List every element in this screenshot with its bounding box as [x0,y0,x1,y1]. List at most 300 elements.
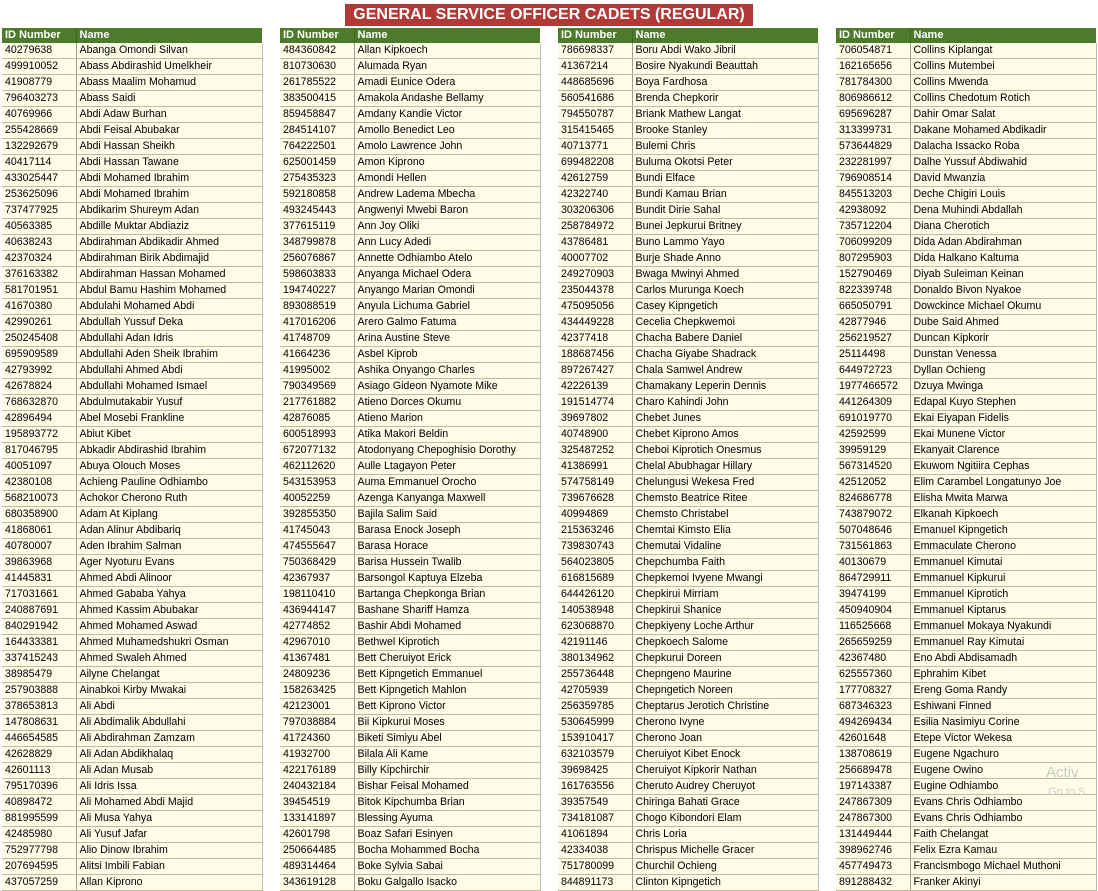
name-cell: Cherono Ivyne [632,715,818,731]
table-row [836,875,1096,891]
id-number-cell: 790349569 [280,379,354,395]
table-row [558,139,818,155]
name-cell: Abdullahi Mohamed Ismael [76,379,262,395]
table-row [836,475,1096,491]
id-number-cell: 158263425 [280,683,354,699]
table-row [836,171,1096,187]
name-cell: Ager Nyoturu Evans [76,555,262,571]
table-row [558,43,818,59]
id-number-cell: 737477925 [2,203,76,219]
table-row [2,315,262,331]
id-number-cell: 42612759 [558,171,632,187]
table-row [280,875,540,891]
id-number-cell: 1977466572 [836,379,910,395]
table-row [280,123,540,139]
id-number-cell: 207694595 [2,859,76,875]
name-cell: Felix Ezra Kamau [910,843,1096,859]
table-row [836,315,1096,331]
name-cell: Ali Adan Abdikhalaq [76,747,262,763]
name-cell: Abdi Mohamed Ibrahim [76,171,262,187]
id-number-cell: 25114498 [836,347,910,363]
cadet-table-column-3 [558,28,819,891]
name-cell: Chrispus Michelle Gracer [632,843,818,859]
name-cell: Biketi Simiyu Abel [354,731,540,747]
id-number-cell: 507048646 [836,523,910,539]
id-number-cell: 592180858 [280,187,354,203]
name-cell: Abdulahi Mohamed Abdi [76,299,262,315]
table-row [2,619,262,635]
table-row [280,331,540,347]
id-number-cell: 247867309 [836,795,910,811]
name-cell: Adam At Kiplang [76,507,262,523]
id-number-cell: 39357549 [558,795,632,811]
id-number-cell: 845513203 [836,187,910,203]
id-number-cell: 40780007 [2,539,76,555]
table-row [836,267,1096,283]
id-number-cell: 735712204 [836,219,910,235]
name-cell: Diana Cherotich [910,219,1096,235]
name-cell: Abass Saidi [76,91,262,107]
id-number-cell: 41748709 [280,331,354,347]
name-cell: Ekanyait Clarence [910,443,1096,459]
table-row [836,299,1096,315]
id-number-cell: 40007702 [558,251,632,267]
name-cell: Ali Adan Musab [76,763,262,779]
id-number-cell: 42938092 [836,203,910,219]
table-row [836,379,1096,395]
name-cell: Dube Said Ahmed [910,315,1096,331]
id-number-cell: 41367214 [558,59,632,75]
id-number-cell: 422176189 [280,763,354,779]
name-cell: Emmanuel Mokaya Nyakundi [910,619,1096,635]
id-number-cell: 446654585 [2,731,76,747]
name-cell: Anyango Marian Omondi [354,283,540,299]
id-number-cell: 739830743 [558,539,632,555]
table-row [280,139,540,155]
table-row [836,443,1096,459]
name-cell: Ali Abdirahman Zamzam [76,731,262,747]
id-number-cell: 42380108 [2,475,76,491]
table-row [558,763,818,779]
name-cell: Ali Idris Issa [76,779,262,795]
table-row [2,283,262,299]
activation-watermark-sub: Go to S [1048,786,1086,798]
id-number-header: ID Number [558,28,632,43]
table-row [836,155,1096,171]
id-number-cell: 249270903 [558,267,632,283]
name-cell: Bishar Feisal Mohamed [354,779,540,795]
id-number-cell: 625557360 [836,667,910,683]
id-number-cell: 275435323 [280,171,354,187]
table-row [836,587,1096,603]
table-row [2,539,262,555]
name-cell: Francismbogo Michael Muthoni [910,859,1096,875]
table-row [280,459,540,475]
table-row [558,795,818,811]
name-cell: Bundi Kamau Brian [632,187,818,203]
table-row [836,59,1096,75]
table-row [2,443,262,459]
id-number-cell: 41724360 [280,731,354,747]
table-row [836,427,1096,443]
table-row [280,219,540,235]
table-row [280,299,540,315]
name-cell: Arero Galmo Fatuma [354,315,540,331]
table-row [836,459,1096,475]
id-number-cell: 573644829 [836,139,910,155]
name-cell: Abdille Muktar Abdiaziz [76,219,262,235]
table-row [280,539,540,555]
name-cell: Chris Loria [632,827,818,843]
id-number-cell: 42678824 [2,379,76,395]
table-row [558,859,818,875]
name-cell: Abdullahi Adan Idris [76,331,262,347]
id-number-cell: 38985479 [2,667,76,683]
table-row [558,811,818,827]
id-number-cell: 39863968 [2,555,76,571]
table-row [836,715,1096,731]
id-number-cell: 706054871 [836,43,910,59]
name-cell: Cheptarus Jerotich Christine [632,699,818,715]
name-cell: Chepngeno Maurine [632,667,818,683]
name-cell: Chemsto Beatrice Ritee [632,491,818,507]
name-cell: Dyllan Ochieng [910,363,1096,379]
name-cell: Atika Makori Beldin [354,427,540,443]
name-cell: Cheruiyot Kibet Enock [632,747,818,763]
name-cell: Abdi Feisal Abubakar [76,123,262,139]
name-cell: Chelungusi Wekesa Fred [632,475,818,491]
name-cell: Bartanga Chepkonga Brian [354,587,540,603]
id-number-cell: 162165656 [836,59,910,75]
name-cell: Ahmed Gababa Yahya [76,587,262,603]
id-number-cell: 822339748 [836,283,910,299]
table-row [280,171,540,187]
table-row [2,571,262,587]
name-cell: Barasa Horace [354,539,540,555]
table-row [280,635,540,651]
name-cell: Adan Alinur Abdibariq [76,523,262,539]
table-row [2,171,262,187]
name-cell: Abuya Olouch Moses [76,459,262,475]
table-row [280,603,540,619]
name-cell: Bett Cheruiyot Erick [354,651,540,667]
id-number-cell: 796403273 [2,91,76,107]
name-cell: Abdikarim Shureym Adan [76,203,262,219]
id-number-cell: 348799878 [280,235,354,251]
name-cell: Duncan Kipkorir [910,331,1096,347]
table-row [2,59,262,75]
table-row [2,683,262,699]
table-row [280,411,540,427]
id-number-cell: 140538948 [558,603,632,619]
name-cell: Dida Adan Abdirahman [910,235,1096,251]
name-cell: Chepkirui Shanice [632,603,818,619]
id-number-cell: 258784972 [558,219,632,235]
table-row [2,875,262,891]
name-cell: Chemtai Kimsto Elia [632,523,818,539]
name-cell: Boya Fardhosa [632,75,818,91]
table-row [280,779,540,795]
id-number-cell: 132292679 [2,139,76,155]
table-row [558,539,818,555]
id-number-cell: 42793992 [2,363,76,379]
id-number-cell: 303206306 [558,203,632,219]
title-banner [0,4,1098,26]
id-number-cell: 315415465 [558,123,632,139]
name-cell: Bett Kipngetich Emmanuel [354,667,540,683]
name-cell: Ann Joy Oliki [354,219,540,235]
id-number-cell: 417016206 [280,315,354,331]
id-number-cell: 284514107 [280,123,354,139]
name-cell: Chelal Abubhagar Hillary [632,459,818,475]
id-number-cell: 42377418 [558,331,632,347]
id-number-cell: 152790469 [836,267,910,283]
name-cell: Barasa Enock Joseph [354,523,540,539]
id-number-cell: 42322740 [558,187,632,203]
name-cell: Evans Chris Odhiambo [910,811,1096,827]
table-row [558,603,818,619]
table-row [280,107,540,123]
id-number-header: ID Number [836,28,910,43]
id-number-cell: 448685696 [558,75,632,91]
table-row [558,123,818,139]
table-row [836,603,1096,619]
name-cell: Angwenyi Mwebi Baron [354,203,540,219]
name-cell: Abdirahman Hassan Mohamed [76,267,262,283]
id-number-cell: 215363246 [558,523,632,539]
table-row [280,651,540,667]
table-row [2,139,262,155]
id-number-cell: 250664485 [280,843,354,859]
table-row [558,395,818,411]
id-number-cell: 42896494 [2,411,76,427]
table-row [558,699,818,715]
table-row [2,107,262,123]
table-row [836,347,1096,363]
id-number-cell: 560541686 [558,91,632,107]
id-number-cell: 731561863 [836,539,910,555]
id-number-cell: 40563385 [2,219,76,235]
table-row [558,203,818,219]
name-cell: Chepngetich Noreen [632,683,818,699]
table-row [2,603,262,619]
table-row [2,587,262,603]
name-header: Name [354,28,540,43]
name-cell: Dowckince Michael Okumu [910,299,1096,315]
id-number-cell: 687346323 [836,699,910,715]
table-row [280,795,540,811]
table-row [280,315,540,331]
id-number-cell: 840291942 [2,619,76,635]
table-row [836,139,1096,155]
id-number-cell: 441264309 [836,395,910,411]
name-cell: Allan Kiprono [76,875,262,891]
id-number-cell: 24809236 [280,667,354,683]
id-number-cell: 153910417 [558,731,632,747]
table-row [558,427,818,443]
table-row [280,683,540,699]
name-cell: Ailyne Chelangat [76,667,262,683]
table-row [2,699,262,715]
name-cell: Billy Kipchirchir [354,763,540,779]
id-number-cell: 623068870 [558,619,632,635]
table-row [558,171,818,187]
table-row [558,747,818,763]
table-row [2,635,262,651]
name-cell: Boaz Safari Esinyen [354,827,540,843]
header-row [558,28,818,43]
table-row [836,571,1096,587]
id-number-cell: 164433381 [2,635,76,651]
name-cell: Abass Abdirashid Umelkheir [76,59,262,75]
table-row [2,331,262,347]
name-cell: Charo Kahindi John [632,395,818,411]
table-row [558,251,818,267]
name-cell: Ali Abdi [76,699,262,715]
table-row [2,507,262,523]
table-row [280,491,540,507]
id-number-cell: 40713771 [558,139,632,155]
name-cell: Abdi Mohamed Ibrahim [76,187,262,203]
name-cell: Elkanah Kipkoech [910,507,1096,523]
id-number-cell: 197143387 [836,779,910,795]
table-row [280,859,540,875]
id-number-cell: 881995599 [2,811,76,827]
id-number-cell: 131449444 [836,827,910,843]
table-row [836,187,1096,203]
table-row [558,299,818,315]
name-cell: Bulemi Chris [632,139,818,155]
id-number-cell: 255736448 [558,667,632,683]
name-cell: Emmanuel Kipkurui [910,571,1096,587]
id-number-cell: 261785522 [280,75,354,91]
table-row [836,283,1096,299]
table-row [280,427,540,443]
table-row [2,795,262,811]
id-number-cell: 42628829 [2,747,76,763]
table-row [836,491,1096,507]
id-number-cell: 177708327 [836,683,910,699]
name-cell: Barsongol Kaptuya Elzeba [354,571,540,587]
id-number-cell: 240432184 [280,779,354,795]
id-number-cell: 493245443 [280,203,354,219]
table-row [280,763,540,779]
id-number-cell: 40279638 [2,43,76,59]
name-cell: Ahmed Abdi Alinoor [76,571,262,587]
id-number-cell: 39454519 [280,795,354,811]
table-row [558,555,818,571]
table-row [558,379,818,395]
id-number-cell: 436944147 [280,603,354,619]
name-cell: Chogo Kibondori Elam [632,811,818,827]
name-cell: Amon Kiprono [354,155,540,171]
name-cell: Eshiwani Finned [910,699,1096,715]
id-number-cell: 632103579 [558,747,632,763]
id-number-cell: 247867300 [836,811,910,827]
id-number-cell: 600518993 [280,427,354,443]
table-row [280,443,540,459]
table-row [280,379,540,395]
table-row [2,411,262,427]
name-cell: Ali Yusuf Jafar [76,827,262,843]
table-row [558,235,818,251]
name-cell: Collins Chedotum Rotich [910,91,1096,107]
name-cell: Abdullah Yussuf Deka [76,315,262,331]
table-row [2,123,262,139]
table-row [558,635,818,651]
table-row [2,459,262,475]
id-number-cell: 265659259 [836,635,910,651]
name-cell: Dahir Omar Salat [910,107,1096,123]
table-row [280,203,540,219]
name-cell: Brooke Stanley [632,123,818,139]
id-number-cell: 42967010 [280,635,354,651]
id-number-cell: 42774852 [280,619,354,635]
id-number-cell: 434449228 [558,315,632,331]
name-cell: Cheboi Kiprotich Onesmus [632,443,818,459]
name-header: Name [910,28,1096,43]
name-cell: Allan Kipkoech [354,43,540,59]
table-row [2,475,262,491]
id-number-cell: 717031661 [2,587,76,603]
id-number-cell: 253625096 [2,187,76,203]
table-row [280,667,540,683]
name-cell: Azenga Kanyanga Maxwell [354,491,540,507]
cadet-table-column-2 [280,28,541,891]
id-number-cell: 42367937 [280,571,354,587]
table-row [280,91,540,107]
id-number-cell: 807295903 [836,251,910,267]
name-cell: Bwaga Mwinyi Ahmed [632,267,818,283]
name-cell: Burje Shade Anno [632,251,818,267]
name-cell: Esilia Nasimiyu Corine [910,715,1096,731]
name-cell: Amondi Hellen [354,171,540,187]
name-cell: Cherono Joan [632,731,818,747]
name-cell: Buno Lammo Yayo [632,235,818,251]
id-number-cell: 794550787 [558,107,632,123]
id-number-cell: 188687456 [558,347,632,363]
name-cell: Ali Mohamed Abdi Majid [76,795,262,811]
id-number-cell: 797038884 [280,715,354,731]
id-number-cell: 457749473 [836,859,910,875]
header-row [280,28,540,43]
table-row [558,347,818,363]
name-cell: Anyula Lichuma Gabriel [354,299,540,315]
table-row [558,827,818,843]
id-number-cell: 644972723 [836,363,910,379]
table-row [558,91,818,107]
name-cell: Abiut Kibet [76,427,262,443]
table-row [558,667,818,683]
name-cell: Bett Kiprono Victor [354,699,540,715]
table-row [558,587,818,603]
name-cell: Abkadir Abdirashid Ibrahim [76,443,262,459]
name-cell: Emmanuel Kimutai [910,555,1096,571]
name-cell: Emanuel Kipngetich [910,523,1096,539]
id-number-cell: 598603833 [280,267,354,283]
table-row [836,75,1096,91]
table-row [280,395,540,411]
name-cell: Ahmed Mohamed Aswad [76,619,262,635]
name-cell: Ainabkoi Kirby Mwakai [76,683,262,699]
name-cell: Bocha Mohammed Bocha [354,843,540,859]
table-row [558,459,818,475]
name-cell: Abdullahi Ahmed Abdi [76,363,262,379]
table-row [836,43,1096,59]
name-cell: Dakane Mohamed Abdikadir [910,123,1096,139]
table-row [2,811,262,827]
table-row [558,731,818,747]
